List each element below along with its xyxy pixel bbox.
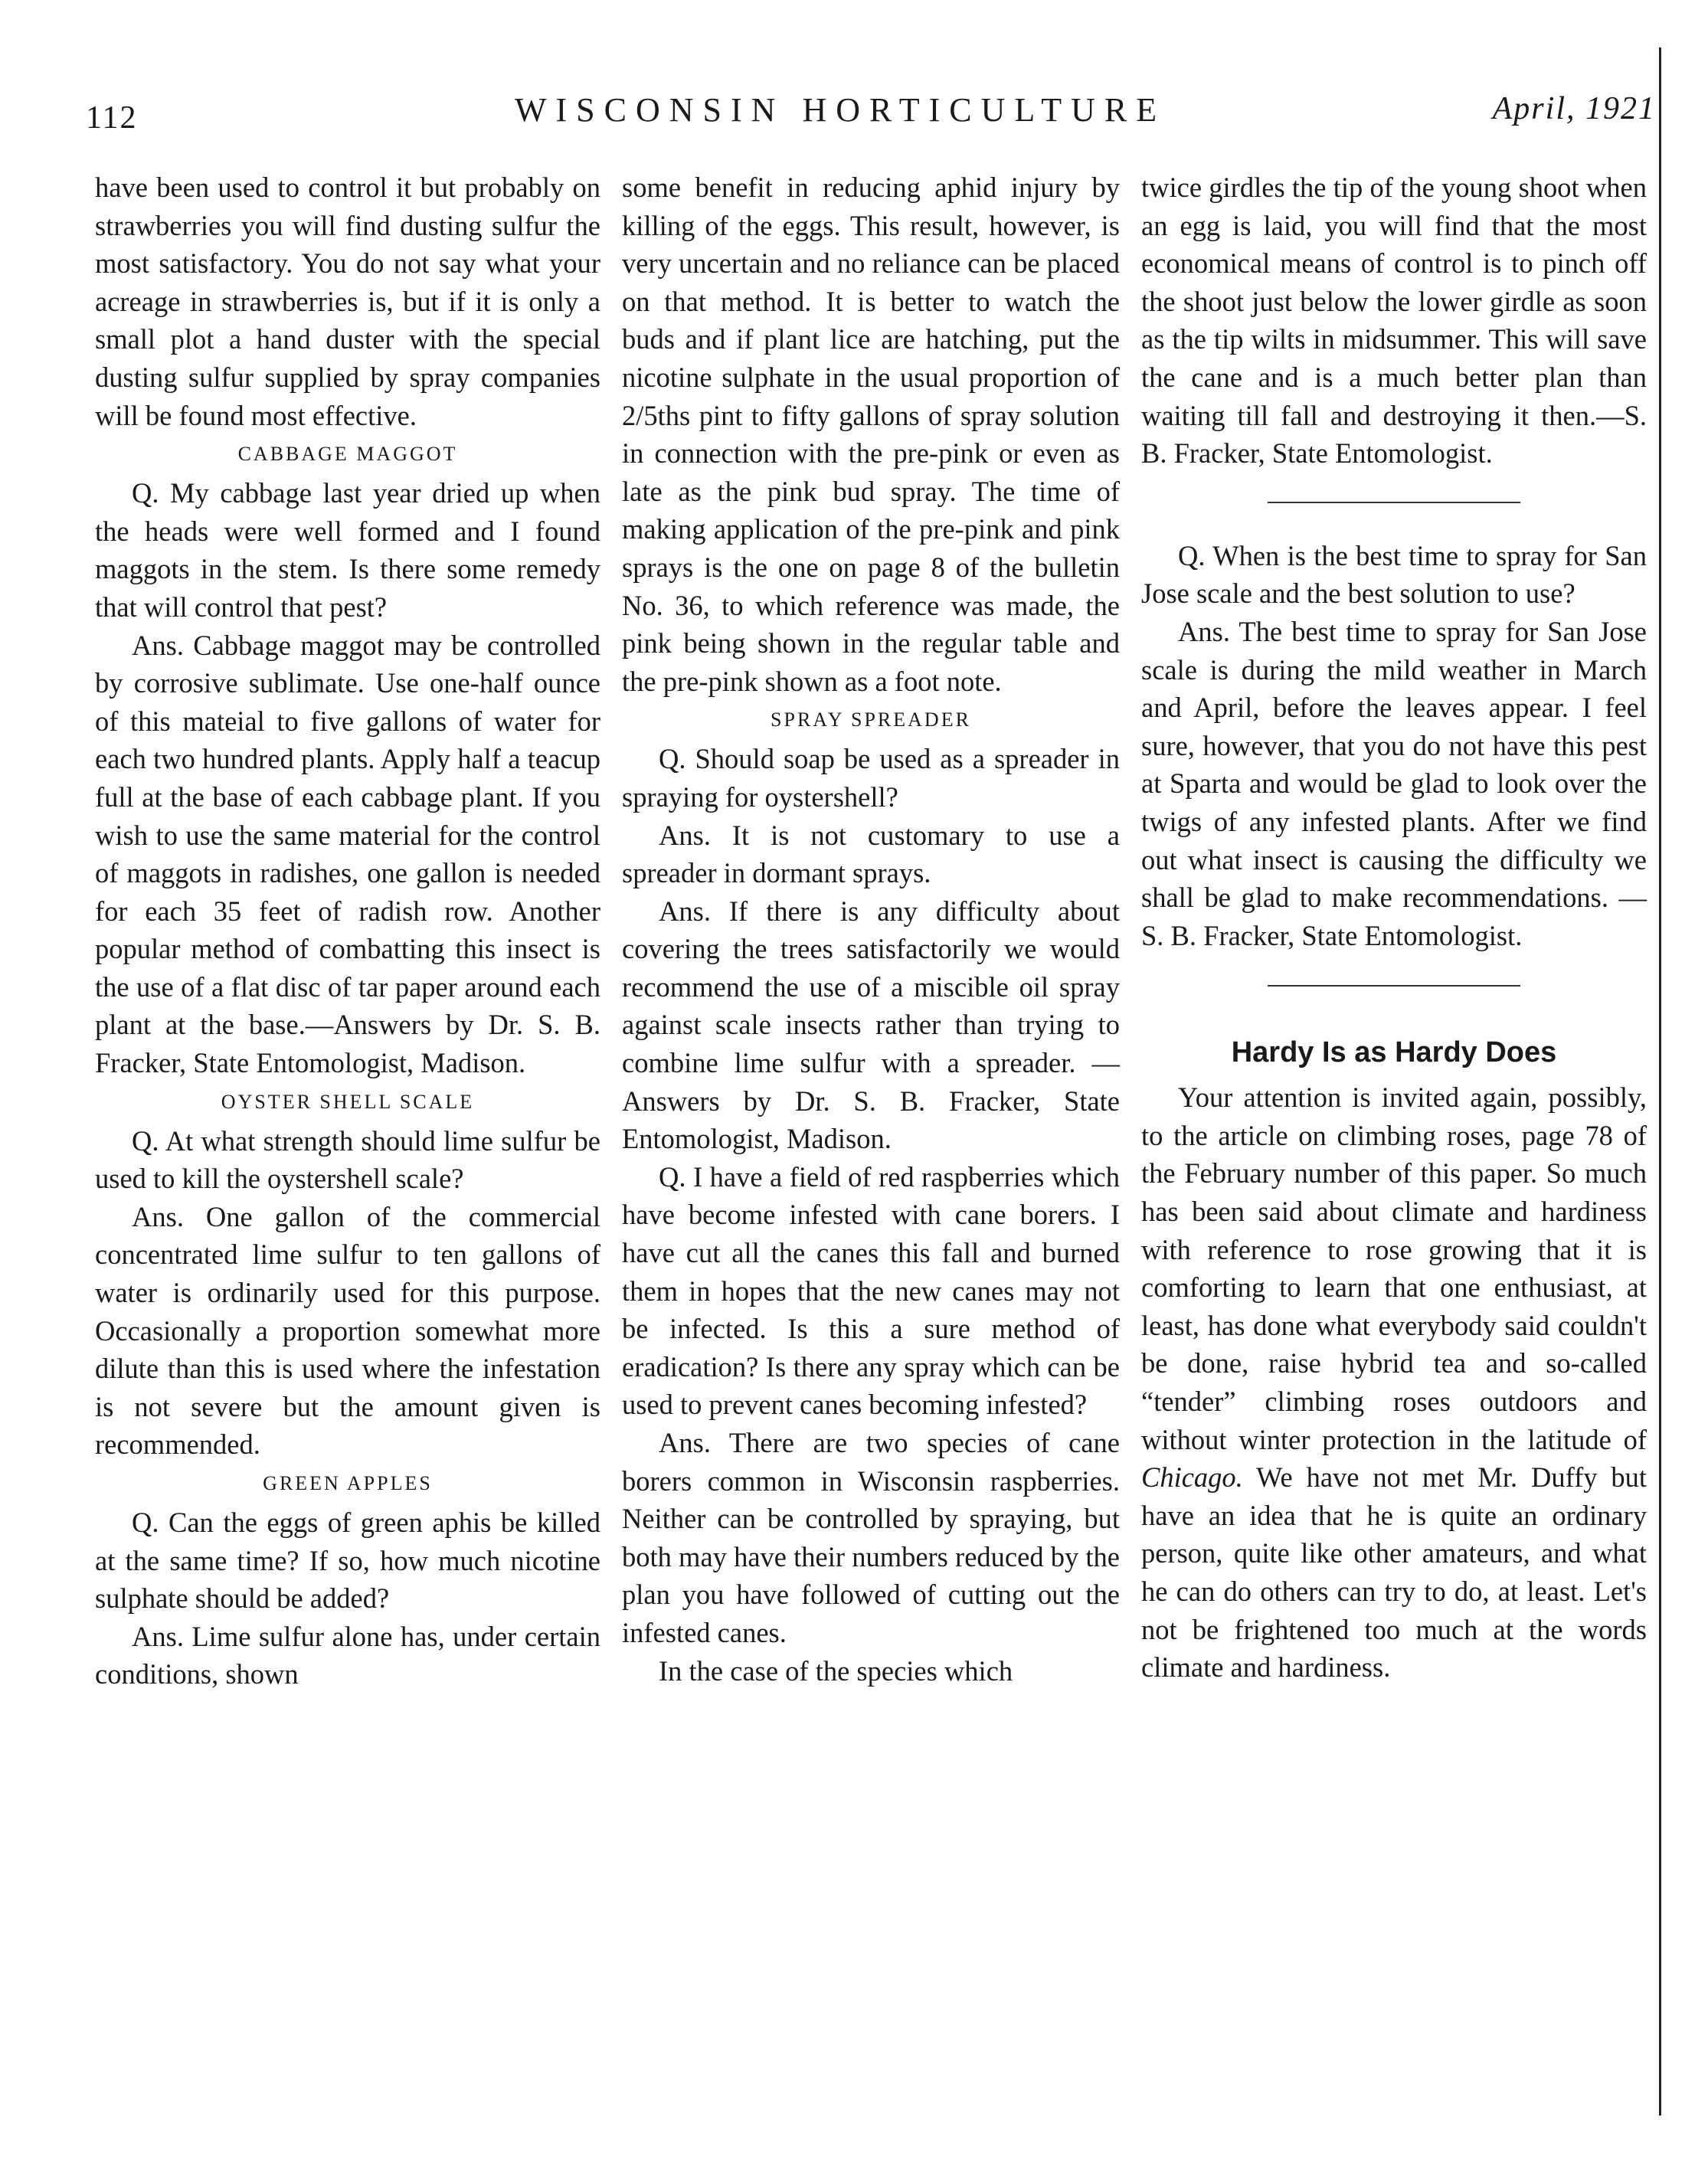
question-raspberries: Q. I have a field of red raspberries which have become infested with cane borers. I have cut all the canes this fall and burned them in hopes that the new canes may not be infected. Is this a sure method of eradication? Is there any spray which can be used to prevent canes becoming infested? bbox=[622, 1160, 1120, 1421]
question-spray-spreader: Q. Should soap be used as a spreader in spraying for oystershell? bbox=[622, 743, 1120, 813]
article-text-end: We have not met Mr. Duffy but have an idea that he is quite an ordinary person, quite like other amateurs, and what he can do others can try to do, at least. Let's not be frightened too much at the words climate and hardiness. bbox=[1141, 1461, 1647, 1684]
question-green-apples: Q. Can the eggs of green aphis be killed at the same time? If so, how much nicotine sulphate should be added? bbox=[95, 1507, 600, 1615]
answer-cabbage: Ans. Cabbage maggot may be controlled by corrosive sublimate. Use one-half ounce of this mateial to five gallons of water for each two hundred plants. Apply half a teacup full at the base of each cabbage plant. If you wish to use the same material for the control of maggots in radishes, one gallon is needed for each 35 feet of radish row. Another popular method of combatting this insect is the use of a flat disc of tar paper around each plant at the base.—Answers by Dr. S. B. Fracker, State Entomologist, Madison. bbox=[95, 629, 600, 1079]
article-text-start: Your attention is invited again, possibly, to the article on climbing roses, page 78 of the February number of this paper. So much has been said about climate and hardiness with reference to rose growing that it is comforting to learn that one enthusiast, at least, has done what everybody said couldn't be done, raise hybrid tea and so-called “tender” climbing roses outdoors and without winter protection in the latitude of bbox=[1141, 1082, 1647, 1455]
page-number: 112 bbox=[86, 100, 138, 136]
article-paragraph bbox=[1141, 1078, 1647, 1687]
issue-date: April, 1921 bbox=[1492, 91, 1656, 126]
answer-raspberries: Ans. There are two species of cane borers common in Wisconsin raspberries. Neither can be controlled by spraying, but both may have their numbers reduced by the plan you have followed of cutting out the infested canes. bbox=[622, 1427, 1120, 1648]
column-1 bbox=[95, 169, 600, 1693]
answer-spray-spreader-1: Ans. It is not customary to use a spreader in dormant sprays. bbox=[622, 819, 1120, 889]
section-divider bbox=[1268, 985, 1520, 987]
right-margin-rule bbox=[1659, 47, 1661, 2116]
paragraph: have been used to control it but probably on strawberries you will find dusting sulfur the most satisfactory. You do not say what your acreage in strawberries is, but if it is only a small plot a hand duster with the special dusting sulfur supplied by spray companies will be found most effective. bbox=[95, 172, 600, 431]
section-heading-cabbage-maggot: CABBAGE MAGGOT bbox=[237, 443, 458, 466]
question-san-jose-scale: Q. When is the best time to spray for San Jose scale and the best solution to use? bbox=[1141, 539, 1647, 610]
section-heading-oyster-shell-scale: OYSTER SHELL SCALE bbox=[221, 1090, 475, 1113]
paragraph: In the case of the species which bbox=[659, 1654, 1013, 1687]
question-oyster: Q. At what strength should lime sulfur be used to kill the oystershell scale? bbox=[95, 1124, 600, 1195]
answer-san-jose-scale: Ans. The best time to spray for San Jose scale is during the mild weather in March and April, before the leaves appear. I feel sure, however, that you do not have this pest at Sparta and would be glad to look over the twigs of any infested plants. After we find out what insect is causing the difficulty we shall be glad to make recommendations. —S. B. Fracker, State Entomologist. bbox=[1141, 615, 1647, 951]
section-divider bbox=[1268, 502, 1520, 503]
column-3 bbox=[1141, 169, 1647, 1687]
page-header bbox=[86, 90, 1656, 136]
journal-title: WISCONSIN HORTICULTURE bbox=[515, 91, 1166, 129]
paragraph: some benefit in reducing aphid injury by killing of the eggs. This result, however, is very uncertain and no reliance can be placed on that method. It is better to watch the buds and if plant lice are hatching, put the nicotine sulphate in the usual proportion of 2/5ths pint to fifty gallons of spray solution in connection with the pre-pink or even as late as the pink bud spray. The time of making application of the pre-pink and pink sprays is the one on page 8 of the bulletin No. 36, to which reference was made, the pink being shown in the regular table and the pre-pink shown as a foot note. bbox=[622, 172, 1120, 697]
answer-oyster: Ans. One gallon of the commercial concentrated lime sulfur to ten gallons of water is ordinarily used for this purpose. Occasionally a proportion somewhat more dilute than this is used where the infestation is not severe but the amount given is recommended. bbox=[95, 1200, 600, 1461]
question-cabbage: Q. My cabbage last year dried up when the heads were well formed and I found maggots in the stem. Is there some remedy that will control that pest? bbox=[95, 477, 600, 623]
paragraph: twice girdles the tip of the young shoot when an egg is laid, you will find that the most economical means of control is to pinch off the shoot just below the lower girdle as soon as the tip wilts in midsummer. This will save the cane and is a much better plan than waiting till fall and destroying it then.—S. B. Fracker, State Entomologist. bbox=[1141, 172, 1647, 470]
answer-green-apples: Ans. Lime sulfur alone has, under certain conditions, shown bbox=[95, 1620, 600, 1690]
article-place-name: Chicago. bbox=[1141, 1461, 1243, 1494]
answer-spray-spreader-2: Ans. If there is any difficulty about covering the trees satisfactorily we would recommend the use of a miscible oil spray against scale insects rather than trying to combine lime sulfur with a spreader. — Answers by Dr. S. B. Fracker, State Entomologist, Madison. bbox=[622, 895, 1120, 1155]
article-title: Hardy Is as Hardy Does bbox=[1231, 1036, 1557, 1069]
section-heading-green-apples: GREEN APPLES bbox=[263, 1472, 433, 1494]
section-heading-spray-spreader: SPRAY SPREADER bbox=[771, 708, 971, 731]
column-2 bbox=[622, 169, 1120, 1690]
